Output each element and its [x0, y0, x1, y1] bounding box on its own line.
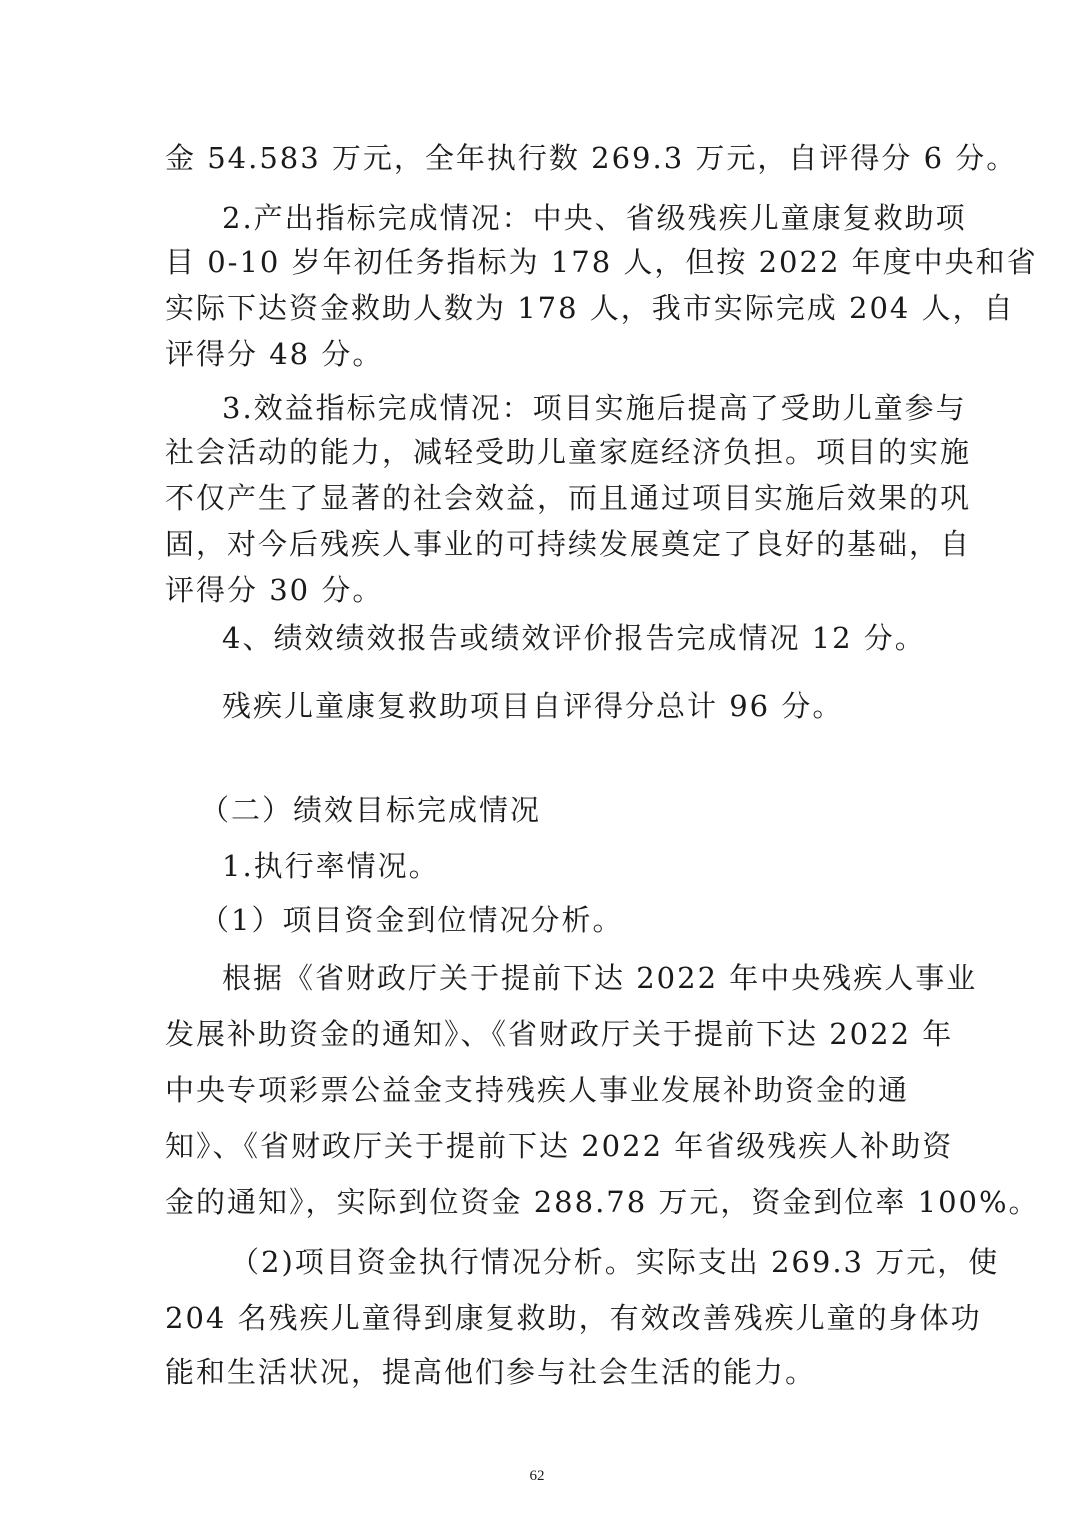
text-line: （1）项目资金到位情况分析。: [200, 903, 624, 937]
text-line: 金 54.583 万元，全年执行数 269.3 万元，自评得分 6 分。: [165, 141, 1018, 175]
text-line: 金的通知》，实际到位资金 288.78 万元，资金到位率 100%。: [165, 1185, 1040, 1219]
text-line: 实际下达资金救助人数为 178 人，我市实际完成 204 人，自: [165, 291, 1015, 325]
section-heading: （二）绩效目标完成情况: [200, 793, 542, 827]
text-line: 不仅产生了显著的社会效益，而且通过项目实施后效果的巩: [165, 481, 972, 515]
text-line: 3.效益指标完成情况：项目实施后提高了受助儿童参与: [222, 391, 967, 425]
text-line: 评得分 30 分。: [165, 573, 384, 607]
page-number: 62: [529, 1468, 545, 1484]
text-line: 根据《省财政厅关于提前下达 2022 年中央残疾人事业: [222, 961, 978, 995]
text-line: 中央专项彩票公益金支持残疾人事业发展补助资金的通: [165, 1073, 910, 1107]
text-line: 评得分 48 分。: [165, 337, 384, 371]
text-line: 能和生活状况，提高他们参与社会生活的能力。: [165, 1355, 817, 1389]
text-line: 目 0-10 岁年初任务指标为 178 人，但按 2022 年度中央和省: [165, 245, 1038, 279]
text-line: （2)项目资金执行情况分析。实际支出 269.3 万元，使: [230, 1245, 1000, 1279]
text-line: 2.产出指标完成情况：中央、省级残疾儿童康复救助项: [222, 201, 967, 235]
text-line: 知》、《省财政厅关于提前下达 2022 年省级残疾人补助资: [165, 1129, 954, 1163]
text-line: 4、绩效绩效报告或绩效评价报告完成情况 12 分。: [222, 621, 926, 655]
text-line: 204 名残疾儿童得到康复救助，有效改善残疾儿童的身体功: [165, 1301, 982, 1335]
text-line: 发展补助资金的通知》、《省财政厅关于提前下达 2022 年: [165, 1017, 954, 1051]
text-line: 固，对今后残疾人事业的可持续发展奠定了良好的基础，自: [165, 527, 972, 561]
text-line: 残疾儿童康复救助项目自评得分总计 96 分。: [222, 689, 844, 723]
text-line: 1.执行率情况。: [222, 849, 440, 883]
text-line: 社会活动的能力，减轻受助儿童家庭经济负担。项目的实施: [165, 435, 972, 469]
